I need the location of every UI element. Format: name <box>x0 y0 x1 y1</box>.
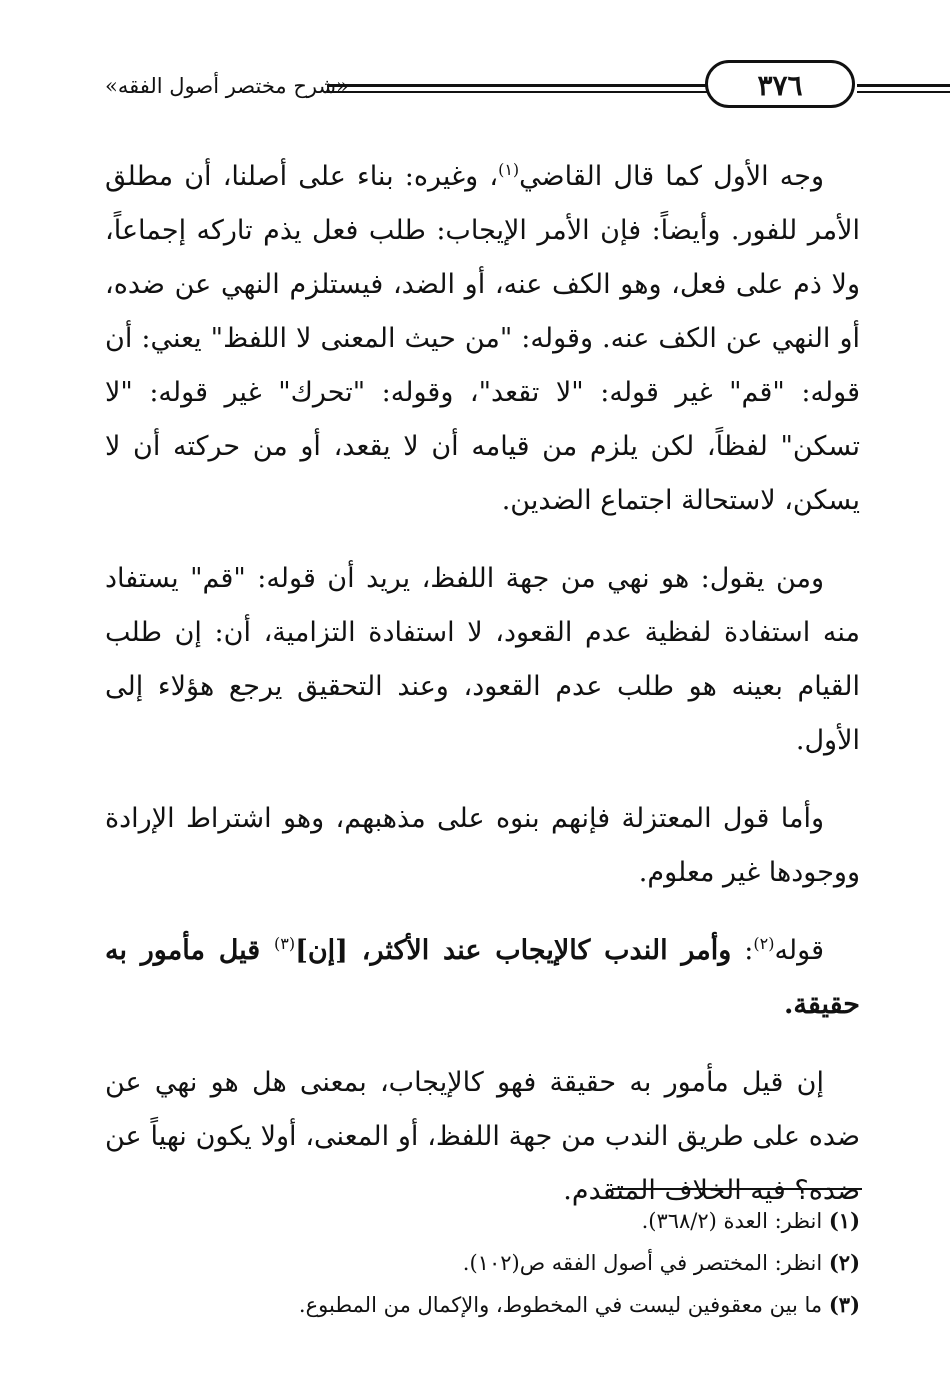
paragraph-4 <box>105 924 860 1032</box>
paragraph-5: إن قيل مأمور به حقيقة فهو كالإيجاب، بمعنى هل هو نهي عن ضده على طريق الندب من جهة اللفظ، أو المعنى، أولا يكون نهياً عن ضده؟ فيه الخلاف المتقدم. <box>105 1067 860 1206</box>
footnote-3-text: ما بين معقوفين ليست في المخطوط، والإكمال من المطبوع. <box>298 1293 829 1317</box>
footnote-2-number: (٢) <box>828 1250 860 1275</box>
p1-text-a: وجه الأول كما قال القاضي <box>519 161 824 192</box>
footnote-ref-1: (١) <box>498 160 520 179</box>
matn-text-a: وأمر الندب كالإيجاب عند الأكثر، [إن] <box>295 935 732 966</box>
page-number: ٣٧٦ <box>705 60 855 108</box>
header-rule-right <box>857 84 950 93</box>
p4-colon: : <box>731 935 754 966</box>
footnote-3 <box>105 1284 860 1326</box>
matn-text-b: قيل مأمور به حقيقة. <box>105 935 860 1020</box>
footnote-3-number: (٣) <box>828 1292 860 1317</box>
footnote-1 <box>105 1200 860 1242</box>
book-title: «شرح مختصر أصول الفقه» <box>105 74 349 98</box>
footnote-divider <box>612 1188 862 1190</box>
footnote-2 <box>105 1242 860 1284</box>
paragraph-3: وأما قول المعتزلة فإنهم بنوه على مذهبهم، وهو اشتراط الإرادة ووجودها غير معلوم. <box>105 803 860 888</box>
p1-text-b: ، وغيره: بناء على أصلنا، أن مطلق الأمر للفور. وأيضاً: فإن الأمر الإيجاب: طلب فعل يذم تاركه إجماعاً، ولا ذم على فعل، وهو الكف عنه، أو الضد، فيستلزم النهي عن ضده، أو النهي عن الكف عنه. وقوله: "من حيث المعنى لا اللفظ" يعني: أن قوله: "قم" غير قوله: "لا تقعد"، وقوله: "تحرك" غير قوله: "لا تسكن" لفظاً، لكن يلزم من قيامه أن لا يقعد، أو من حركته أن لا يسكن، لاستحالة اجتماع الضدين. <box>105 161 860 516</box>
page-header <box>105 60 860 116</box>
main-text <box>105 150 860 1242</box>
footnote-1-number: (١) <box>828 1208 860 1233</box>
paragraph-1 <box>105 150 860 528</box>
footnote-2-text: انظر: المختصر في أصول الفقه ص(١٠٢). <box>462 1251 829 1275</box>
paragraph-2: ومن يقول: هو نهي من جهة اللفظ، يريد أن قوله: "قم" يستفاد منه استفادة لفظية عدم القعود، لا استفادة التزامية، أن: إن طلب القيام بعينه هو طلب عدم القعود، وعند التحقيق يرجع هؤلاء إلى الأول. <box>105 563 860 756</box>
footnote-1-text: انظر: العدة (٣٦٨/٢). <box>641 1209 829 1233</box>
p4-lead: قوله <box>774 935 824 966</box>
footnote-ref-2: (٢) <box>753 934 775 953</box>
footnotes <box>105 1200 860 1326</box>
footnote-ref-3: (٣) <box>273 934 296 953</box>
